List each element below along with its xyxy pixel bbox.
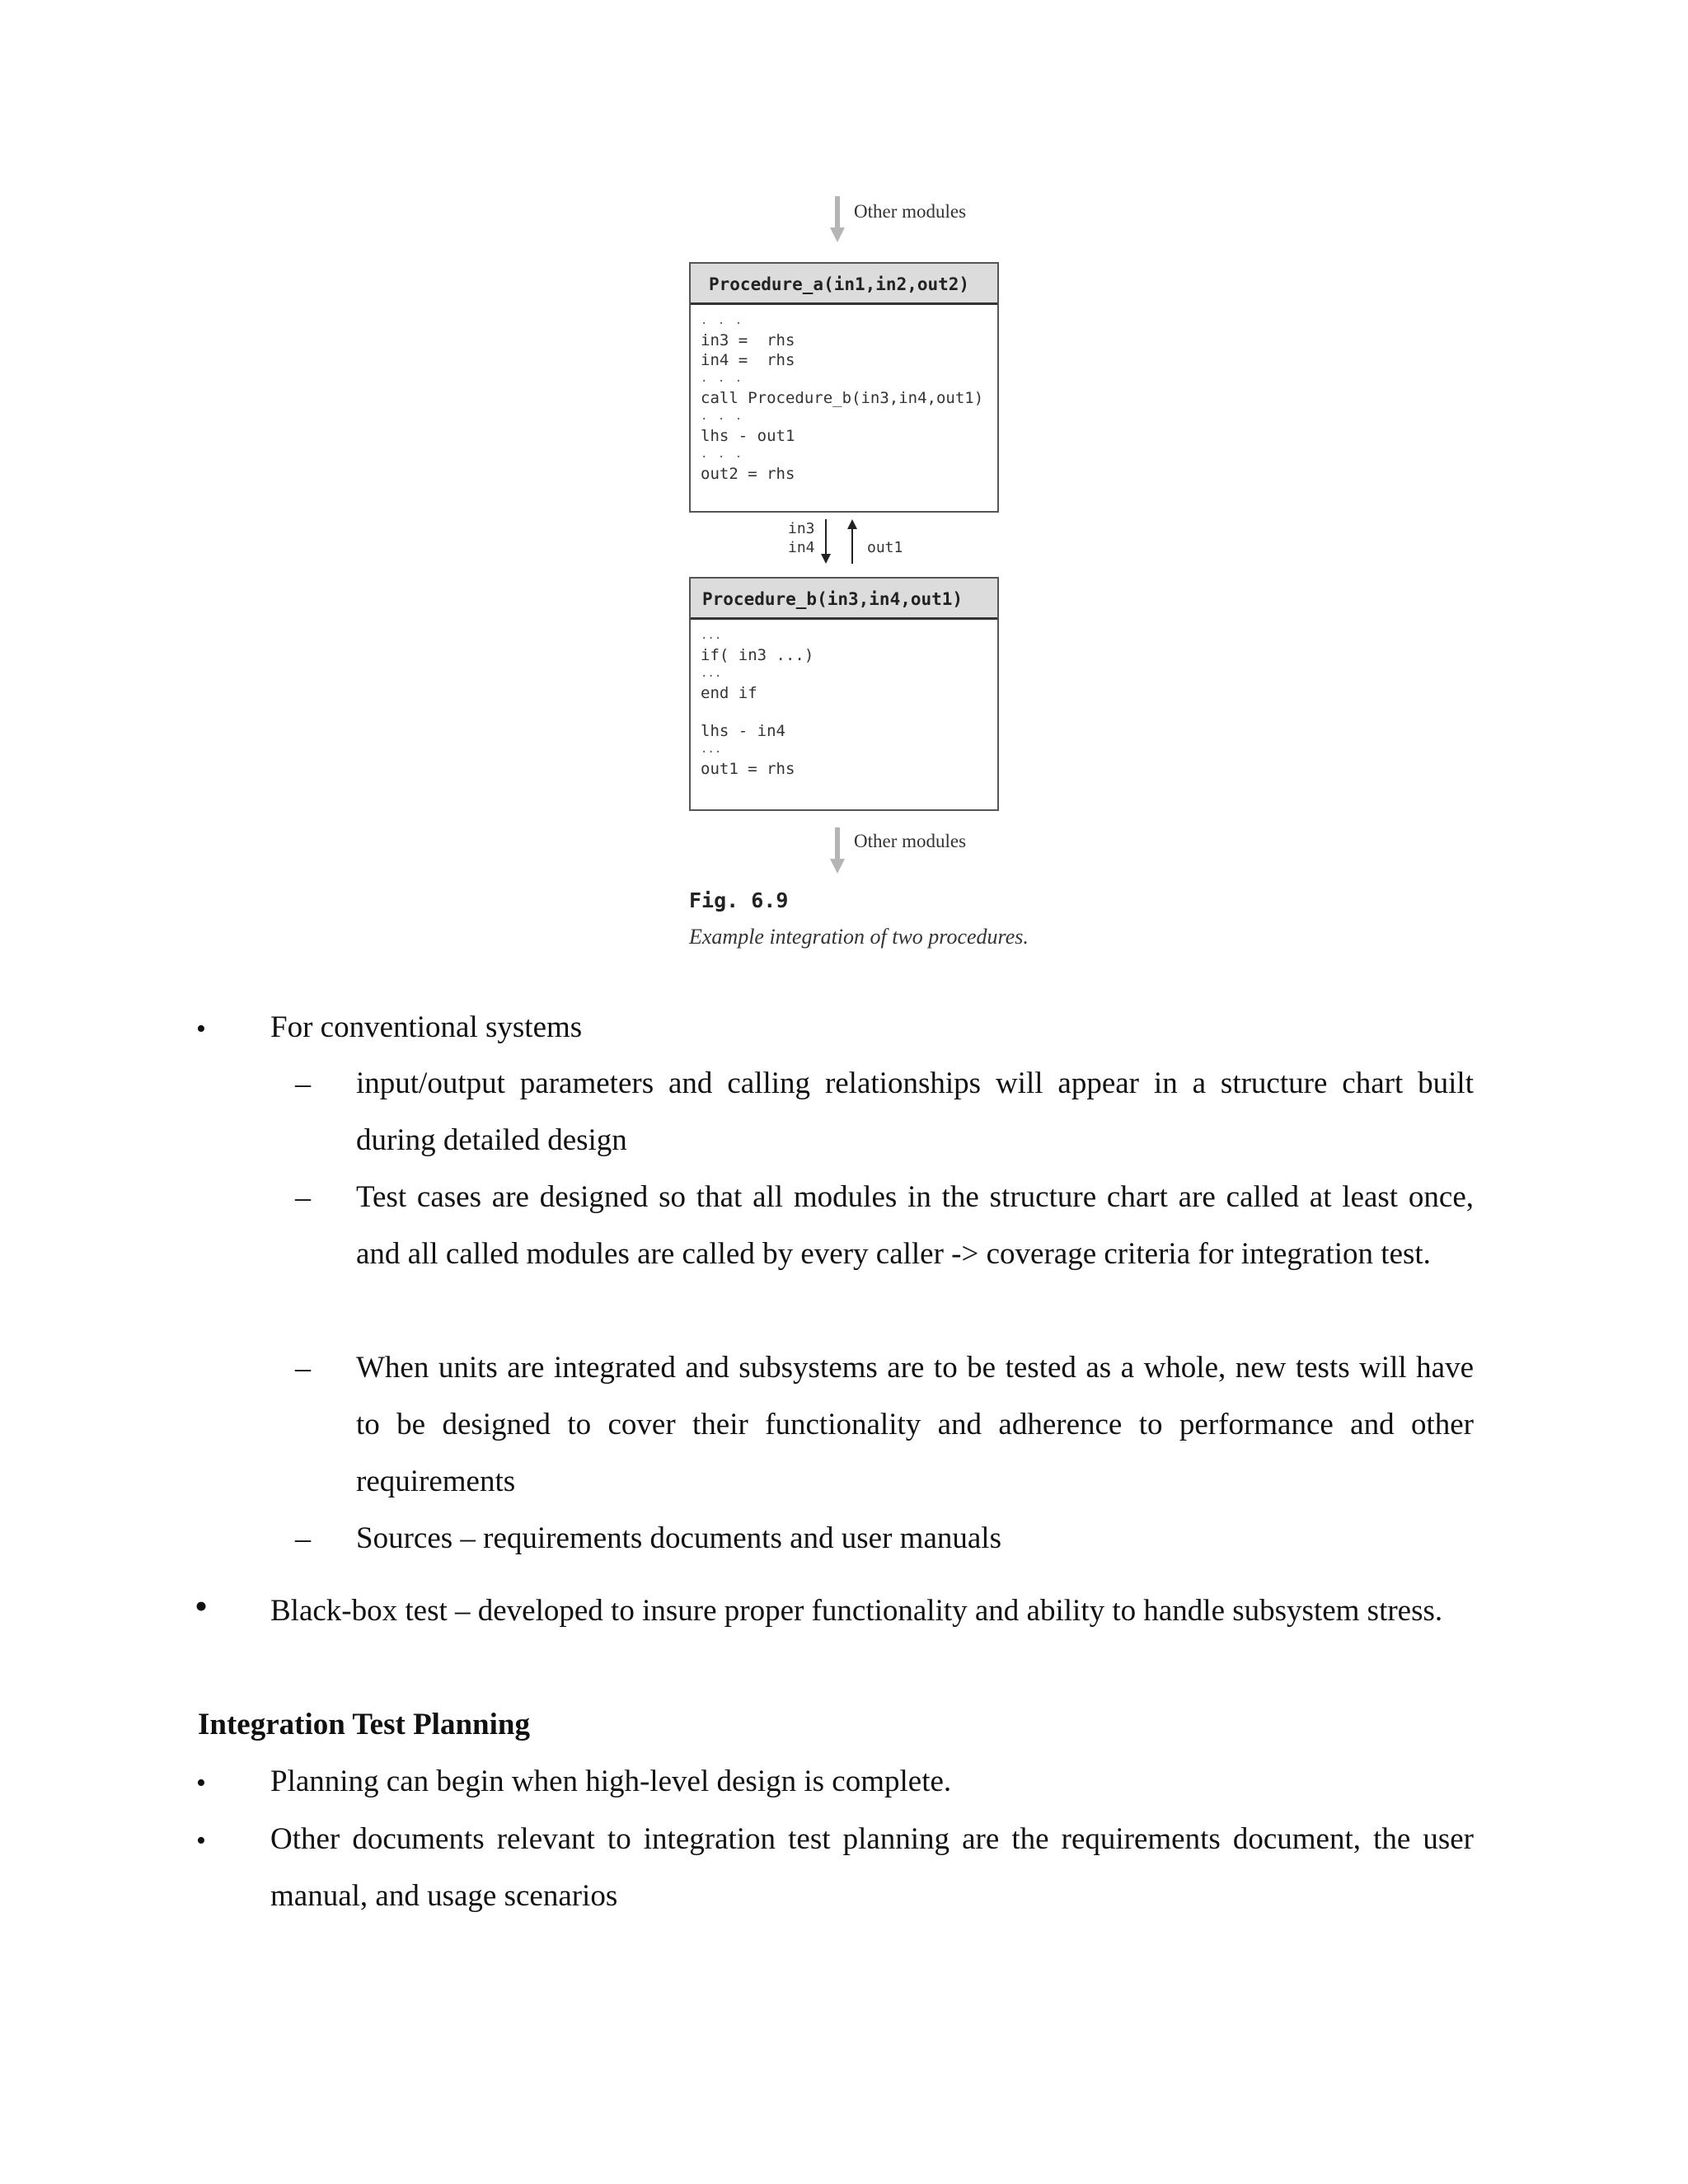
procedure-a-box	[689, 262, 999, 513]
figure-caption: Example integration of two procedures.	[689, 925, 1029, 949]
section-heading: Integration Test Planning	[198, 1708, 530, 1741]
code-line: . . .	[701, 448, 744, 461]
code-line: ...	[701, 743, 722, 756]
code-line: out2 = rhs	[701, 465, 795, 483]
code-line: ...	[701, 629, 722, 642]
bullet-icon: •	[195, 1585, 209, 1627]
down-arrow-icon	[819, 519, 832, 564]
code-line: in3 = rhs	[701, 331, 795, 349]
code-line: . . .	[701, 410, 744, 423]
code-line: . . .	[701, 314, 744, 327]
bottom-modules-label: Other modules	[854, 831, 967, 851]
connector-label-out1: out1	[867, 539, 903, 556]
dash-icon: –	[295, 1521, 311, 1556]
procedure-b-header: Procedure_b(in3,in4,out1)	[691, 579, 997, 620]
code-line: out1 = rhs	[701, 760, 795, 778]
code-line: call Procedure_b(in3,in4,out1)	[701, 389, 984, 407]
sub-bullet-subsystems: When units are integrated and subsystems are to be tested as a whole, new tests will have to be designed to cover their functionality and adherence to performance and other requirements	[356, 1351, 1474, 1498]
code-line: in4 = rhs	[701, 351, 795, 369]
code-line: ...	[701, 667, 722, 680]
bullet-conventional-systems: For conventional systems	[270, 1010, 583, 1044]
dash-icon: –	[295, 1351, 311, 1385]
bullet-other-documents: Other documents relevant to integration test planning are the requirements document, the user manual, and usage scenarios	[270, 1822, 1474, 1913]
connector-label-in3: in3	[788, 520, 815, 537]
code-line: end if	[701, 684, 757, 702]
down-arrow-icon	[829, 196, 846, 242]
code-line: if( in3 ...)	[701, 646, 814, 664]
bullet-icon: •	[196, 1768, 206, 1798]
bullet-icon: •	[196, 1825, 206, 1856]
code-line: lhs - out1	[701, 427, 795, 445]
sub-bullet-structure-chart: input/output parameters and calling relationships will appear in a structure chart built during detailed design	[356, 1066, 1474, 1157]
sub-bullet-sources: Sources – requirements documents and user manuals	[356, 1521, 1001, 1555]
bullet-planning-begin: Planning can begin when high-level design is complete.	[270, 1765, 952, 1798]
down-arrow-icon	[829, 827, 846, 874]
figure-number: Fig. 6.9	[689, 888, 789, 912]
bullet-black-box-test: Black-box test – developed to insure proper functionality and ability to handle subsystem stress.	[270, 1594, 1443, 1628]
connector-label-in4: in4	[788, 539, 815, 556]
bullet-icon: •	[196, 1014, 206, 1044]
dash-icon: –	[295, 1180, 311, 1215]
code-line: lhs - in4	[701, 722, 785, 740]
code-line: . . .	[701, 372, 744, 385]
dash-icon: –	[295, 1066, 311, 1101]
procedure-a-header: Procedure_a(in1,in2,out2)	[691, 264, 997, 305]
top-modules-label: Other modules	[854, 201, 967, 222]
up-arrow-icon	[846, 519, 859, 564]
figure-integration-diagram	[684, 196, 1030, 987]
sub-bullet-test-cases: Test cases are designed so that all modules in the structure chart are called at least once, and all called modules are called by every caller -> coverage criteria for integration test.	[356, 1180, 1474, 1271]
procedure-b-box	[689, 577, 999, 811]
